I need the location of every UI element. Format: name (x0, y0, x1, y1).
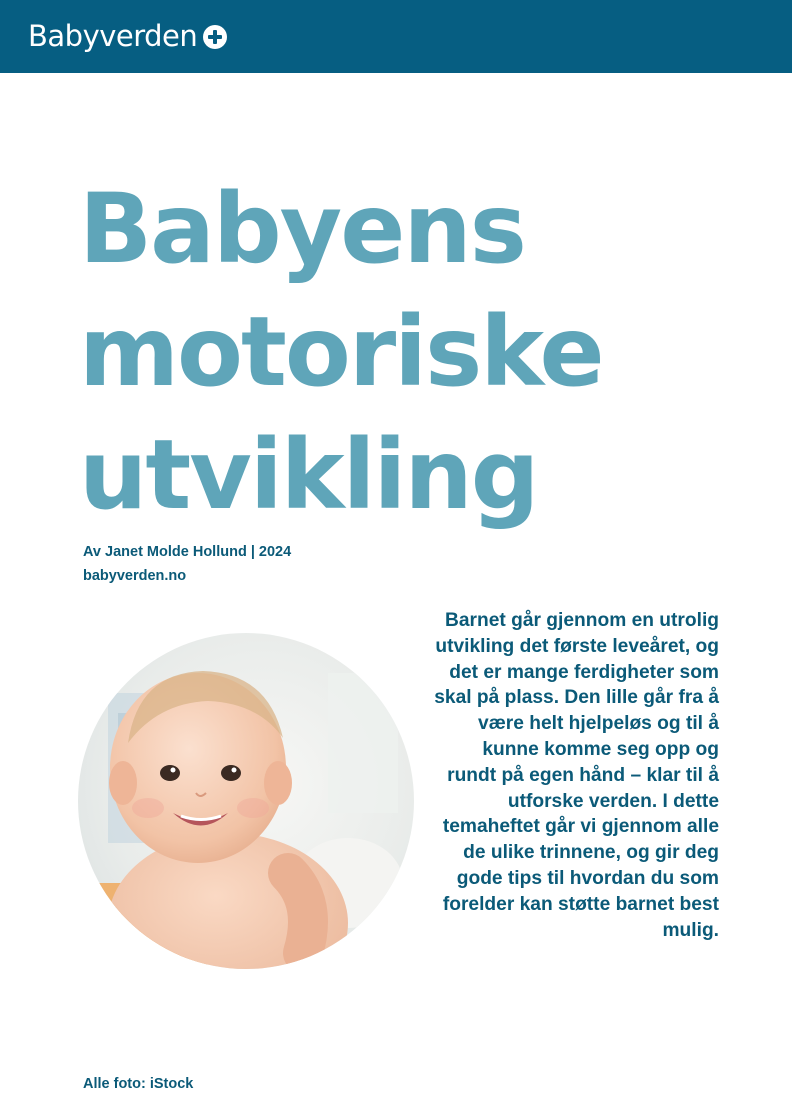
intro-paragraph: Barnet går gjennom en utrolig utvikling det første leveåret, og det er mange ferdigheter som skal på plass. Den lille går fra å være helt hjelpeløs og til å kunne komme seg opp og rundt på egen hånd – klar til å utforske verden. I dette temaheftet går vi gjennom alle de ulike trinnene, og gir deg gode tips til hvordan du som forelder kan støtte barnet best mulig. (434, 610, 719, 941)
plus-circle-icon (202, 24, 228, 50)
title-line-3: utvikling (79, 419, 538, 531)
brand-logo[interactable] (28, 18, 228, 54)
page-title (79, 168, 603, 537)
byline (83, 540, 291, 588)
top-header-bar (0, 0, 792, 73)
website-link[interactable]: babyverden.no (83, 568, 187, 584)
author-year: Av Janet Molde Hollund | 2024 (83, 544, 292, 560)
brand-name: Babyverden (28, 19, 198, 53)
photo-credit: Alle foto: iStock (83, 1076, 194, 1092)
title-line-1: Babyens (79, 173, 525, 285)
smiling-baby-photo (78, 633, 414, 969)
title-line-2: motoriske (79, 296, 603, 408)
